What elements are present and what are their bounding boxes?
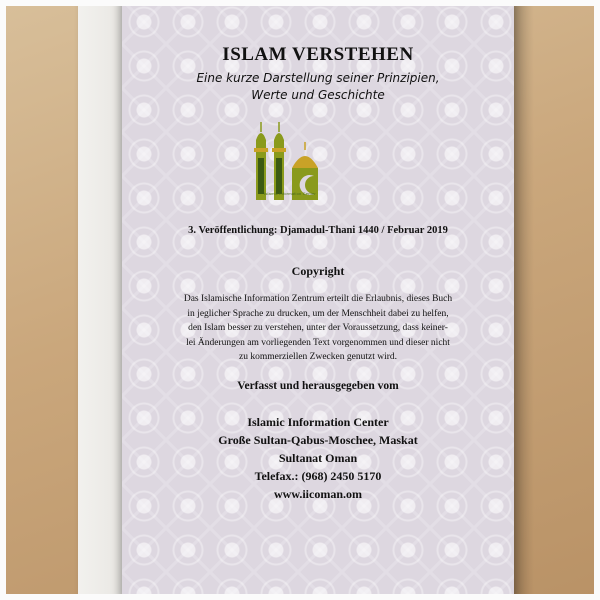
- copyright-line: zu kommerziellen Zwecken genutzt wird.: [238, 352, 397, 362]
- copyright-line: lei Änderungen am vorliegenden Text vorgenommen und dieser nicht: [186, 337, 450, 348]
- publication-info: 3. Veröffentlichung: Djamadul-Thani 1440 / Februar 2019: [188, 225, 448, 236]
- book-title: ISLAM VERSTEHEN: [222, 44, 414, 65]
- mosque-logo-icon: [250, 118, 330, 202]
- page-fold-shadow: [514, 0, 534, 600]
- publisher-name: Islamic Information Center: [247, 415, 389, 429]
- publisher-telefax: Telefax.: (968) 2450 5170: [254, 469, 382, 483]
- book-subtitle: [142, 70, 494, 104]
- copyright-heading: Copyright: [291, 264, 345, 278]
- copyright-text: [134, 292, 502, 365]
- publisher-mosque: Große Sultan-Qabus-Moschee, Maskat: [218, 433, 418, 447]
- publisher-country: Sultanat Oman: [278, 451, 358, 465]
- logo-caption: Islamic Information Center: [264, 191, 316, 196]
- copyright-line: Das Islamische Information Zentrum erteilt die Erlaubnis, dieses Buch: [183, 294, 453, 304]
- book-page: [122, 0, 514, 600]
- author-heading: Verfasst und herausgegeben vom: [237, 380, 399, 392]
- publisher-address: [122, 413, 514, 503]
- copyright-line: den Islam besser zu verstehen, unter der Voraussetzung, dass keiner-: [188, 323, 448, 333]
- copyright-line: in jeglicher Sprache zu drucken, um der Menschheit dabei zu helfen,: [187, 308, 449, 319]
- subtitle-line-2: Werte und Geschichte: [251, 88, 385, 102]
- publisher-website: www.iicoman.om: [274, 487, 362, 501]
- subtitle-line-1: Eine kurze Darstellung seiner Prinzipien,: [196, 71, 440, 85]
